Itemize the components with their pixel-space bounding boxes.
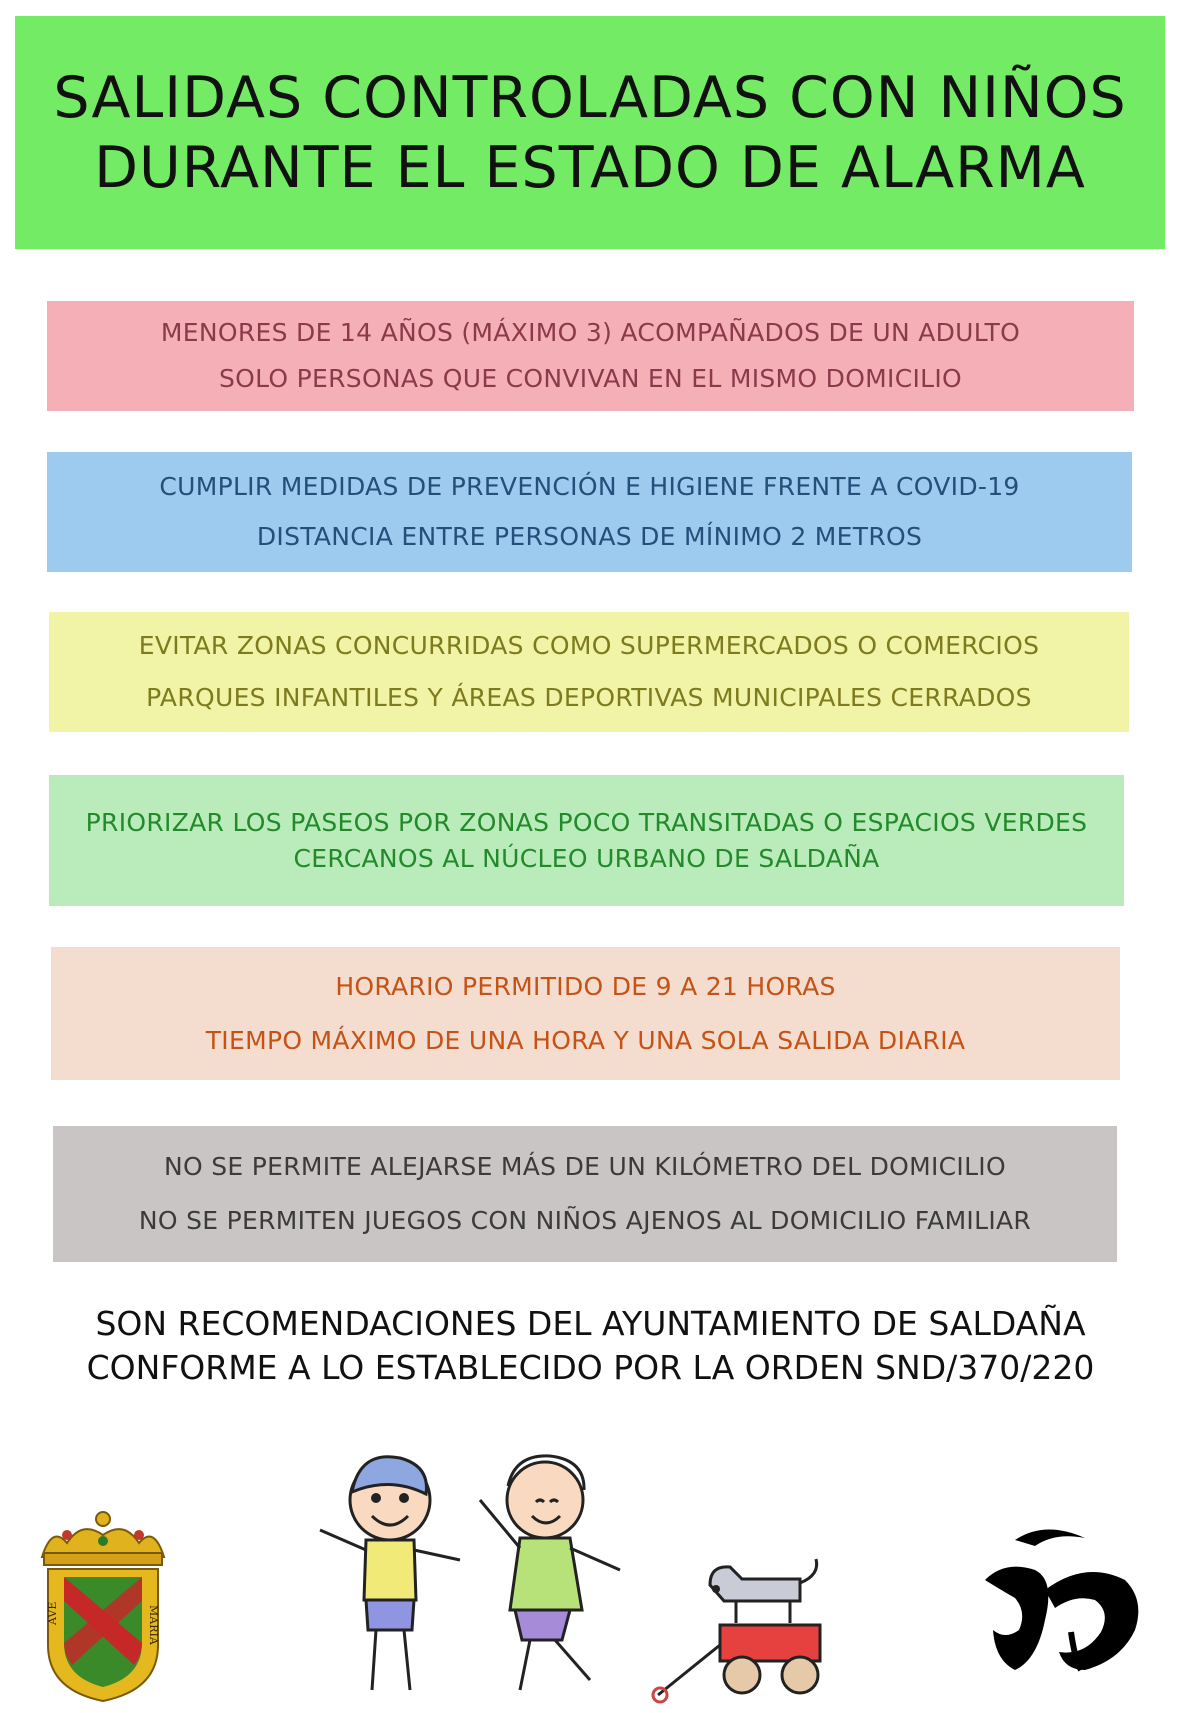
- rule-text: NO SE PERMITE ALEJARSE MÁS DE UN KILÓMETRO DEL DOMICILIO: [164, 1152, 1006, 1181]
- toy-dog-wagon-icon: [650, 1545, 850, 1710]
- coat-of-arms-icon: [22, 1505, 184, 1705]
- rule-text: DISTANCIA ENTRE PERSONAS DE MÍNIMO 2 METROS: [256, 522, 923, 551]
- rule-box-schedule: [51, 947, 1120, 1080]
- rule-box-companions: [47, 301, 1134, 411]
- coat-band-left: AVE: [46, 1601, 59, 1625]
- rule-box-crowds: [49, 612, 1129, 732]
- children-illustration-icon: [300, 1440, 660, 1705]
- saldana-logo-icon: [975, 1520, 1153, 1690]
- rule-box-walks: [49, 775, 1124, 906]
- rule-box-distance: [53, 1126, 1117, 1262]
- rule-text: TIEMPO MÁXIMO DE UNA HORA Y UNA SOLA SALIDA DIARIA: [205, 1025, 966, 1055]
- rule-text: EVITAR ZONAS CONCURRIDAS COMO SUPERMERCADOS O COMERCIOS: [138, 631, 1040, 660]
- rule-text: NO SE PERMITEN JUEGOS CON NIÑOS AJENOS AL DOMICILIO FAMILIAR: [138, 1206, 1032, 1235]
- rule-text: PRIORIZAR LOS PASEOS POR ZONAS POCO TRANSITADAS O ESPACIOS VERDES: [85, 807, 1088, 837]
- coat-band-right: MARIA: [147, 1605, 160, 1645]
- rule-text: CUMPLIR MEDIDAS DE PREVENCIÓN E HIGIENE FRENTE A COVID-19: [159, 472, 1020, 501]
- rule-text: HORARIO PERMITIDO DE 9 A 21 HORAS: [335, 971, 836, 1001]
- rule-box-hygiene: [47, 452, 1132, 572]
- rule-text: PARQUES INFANTILES Y ÁREAS DEPORTIVAS MUNICIPALES CERRADOS: [146, 683, 1032, 712]
- rule-text: MENORES DE 14 AÑOS (MÁXIMO 3) ACOMPAÑADOS DE UN ADULTO: [160, 318, 1021, 347]
- title-banner: [15, 16, 1165, 249]
- title-line-2: DURANTE EL ESTADO DE ALARMA: [94, 134, 1086, 201]
- footer-line-2: CONFORME A LO ESTABLECIDO POR LA ORDEN SND/370/220: [86, 1348, 1095, 1387]
- footer-line-1: SON RECOMENDACIONES DEL AYUNTAMIENTO DE SALDAÑA: [95, 1304, 1086, 1343]
- rule-text: SOLO PERSONAS QUE CONVIVAN EN EL MISMO DOMICILIO: [218, 364, 963, 393]
- rule-text: CERCANOS AL NÚCLEO URBANO DE SALDAÑA: [293, 843, 880, 873]
- footer-note: [0, 1302, 1181, 1390]
- title-line-1: SALIDAS CONTROLADAS CON NIÑOS: [53, 64, 1127, 131]
